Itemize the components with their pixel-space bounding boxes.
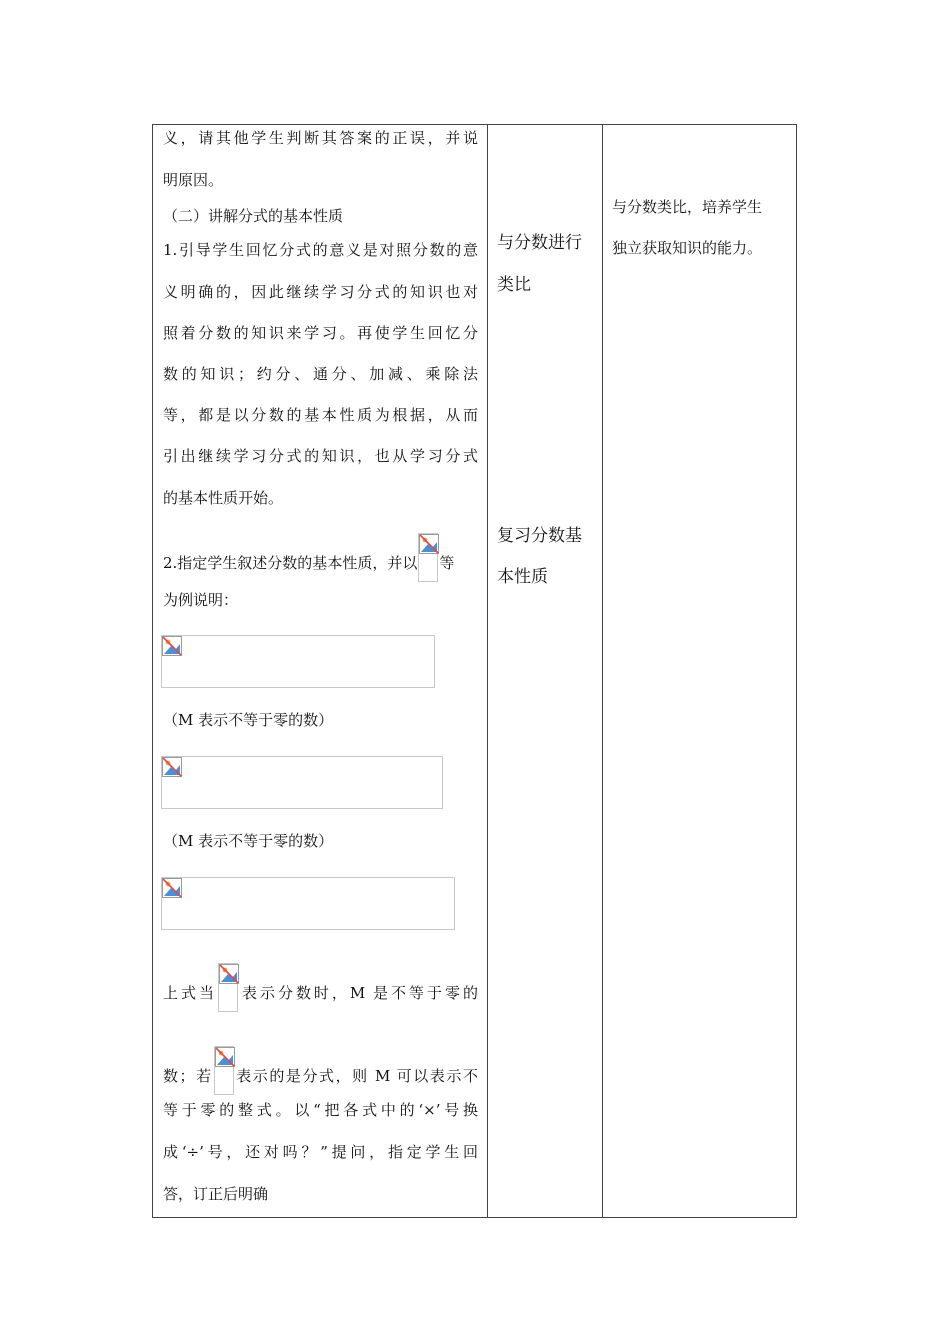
text-fragment: 表示分数时，M 是不等于零的	[238, 984, 478, 1002]
text-fragment: 表示的是分式，则 M 可以表示不	[234, 1067, 478, 1085]
text-line: 等，都是以分数的基本性质为根据，从而	[163, 406, 478, 424]
text-line: 1.引导学生回忆分式的意义是对照分数的意	[163, 241, 478, 259]
text-fragment: 上式当	[163, 984, 217, 1002]
text-line: 与分数进行	[497, 233, 582, 253]
text-line: 的基本性质开始。	[163, 489, 284, 507]
text-line: 明原因。	[163, 171, 224, 189]
text-fragment: 等	[439, 554, 455, 572]
formula-image	[161, 635, 435, 688]
text-line: 类比	[497, 275, 531, 295]
text-line	[163, 533, 478, 582]
text-line: 义明确的，因此继续学习分式的知识也对	[163, 283, 478, 301]
text-line	[163, 963, 478, 1012]
text-fragment: 2.指定学生叙述分数的基本性质，并以	[163, 554, 418, 572]
formula-image	[161, 877, 455, 930]
text-line: 复习分数基	[497, 526, 582, 546]
text-line: 本性质	[497, 567, 548, 587]
section-heading: （二）讲解分式的基本性质	[163, 207, 344, 225]
broken-image-icon	[218, 963, 238, 1012]
column-divider	[487, 125, 488, 1217]
note-text: （M 表示不等于零的数）	[163, 832, 334, 850]
text-line: 照着分数的知识来学习。再使学生回忆分	[163, 324, 478, 342]
text-line	[163, 1046, 478, 1095]
text-fragment: 数；若	[163, 1067, 213, 1085]
text-line: 引出继续学习分式的知识，也从学习分式	[163, 447, 478, 465]
formula-image	[161, 756, 443, 809]
broken-image-icon	[418, 533, 438, 582]
text-line: 成‘÷’号，还对吗？”提问，指定学生回	[163, 1143, 478, 1161]
text-line: 义，请其他学生判断其答案的正误，并说	[163, 129, 478, 147]
column-divider	[602, 125, 603, 1217]
text-line: 与分数类比，培养学生	[612, 198, 763, 216]
broken-image-icon	[162, 757, 182, 777]
broken-image-icon	[162, 636, 182, 656]
broken-image-icon	[214, 1046, 234, 1095]
text-line: 数的知识；约分、通分、加减、乘除法	[163, 365, 478, 383]
text-line: 等于零的整式。以“把各式中的‘×’号换	[163, 1101, 478, 1119]
text-line: 独立获取知识的能力。	[612, 239, 763, 257]
note-text: （M 表示不等于零的数）	[163, 711, 334, 729]
text-line: 为例说明：	[163, 591, 239, 609]
text-line: 答，订正后明确	[163, 1185, 269, 1203]
broken-image-icon	[162, 878, 182, 898]
lesson-table	[152, 124, 797, 1218]
